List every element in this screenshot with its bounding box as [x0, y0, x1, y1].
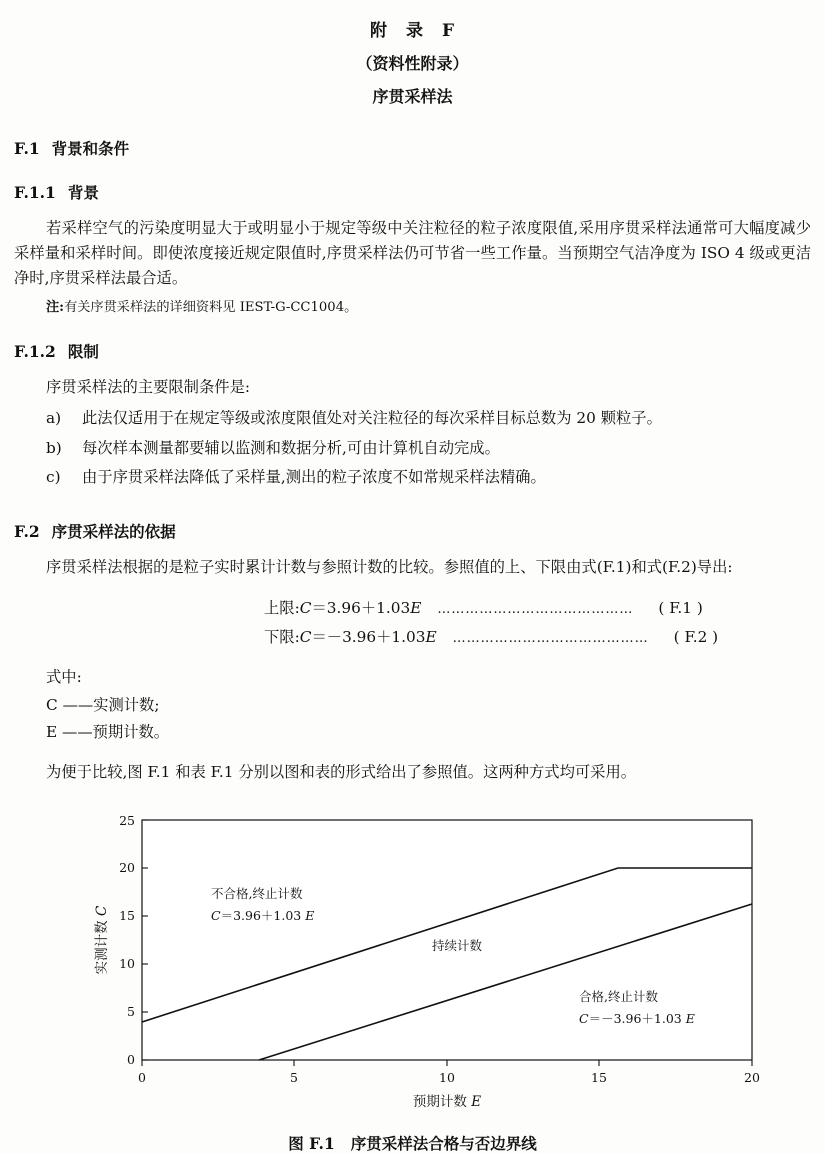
formula-number: ( F.2 ) [673, 627, 719, 646]
formula-leader-dots: …………………………………… [437, 601, 634, 617]
paragraph-f12-lead: 序贯采样法的主要限制条件是: [46, 378, 251, 397]
list-item [14, 406, 811, 431]
sequential-sampling-chart [14, 810, 811, 1110]
section-number: F.2 [14, 522, 40, 542]
svg-text:20: 20 [744, 1070, 760, 1086]
list-item-marker: b) [46, 438, 62, 457]
formula-f2 [14, 623, 811, 652]
where-def-c: C ——实测计数; [46, 695, 160, 714]
chart-x-axis-label: 预期计数 E [412, 1094, 482, 1111]
where-block [14, 664, 811, 747]
section-heading-f12 [14, 340, 811, 362]
page-content [14, 8, 811, 1154]
figure-caption [14, 1132, 811, 1154]
section-heading-f2 [14, 520, 811, 542]
chart-y-axis-label: 实测计数 C [94, 906, 110, 975]
svg-text:10: 10 [119, 956, 135, 972]
formula-text: 上限:C＝3.96＋1.03E [264, 598, 422, 617]
list-item [14, 436, 811, 461]
formula-text: 下限:C＝－3.96＋1.03E [264, 627, 437, 646]
svg-text:15: 15 [591, 1070, 607, 1086]
svg-text:0: 0 [138, 1070, 146, 1086]
svg-text:5: 5 [290, 1070, 298, 1086]
svg-text:5: 5 [127, 1004, 135, 1020]
list-item-marker: c) [46, 468, 61, 487]
note-f11 [46, 298, 811, 318]
section-number: F.1.2 [14, 342, 56, 362]
chart-y-tick-labels [119, 813, 135, 1067]
figure-f1 [14, 810, 811, 1110]
appendix-title: 序贯采样法 [372, 87, 453, 106]
chart-x-ticks [142, 1060, 752, 1066]
list-item-text: 每次样本测量都要辅以监测和数据分析,可由计算机自动完成。 [82, 438, 500, 457]
figure-caption-text: 序贯采样法合格与否边界线 [350, 1134, 537, 1154]
appendix-type: （资料性附录） [356, 54, 469, 73]
formula-block [14, 594, 811, 652]
where-def-e: E ——预期计数。 [46, 723, 170, 742]
svg-text:合格,终止计数: 合格,终止计数 [579, 989, 658, 1005]
note-text: 有关序贯采样法的详细资料见 IEST-G-CC1004。 [64, 300, 358, 316]
paragraph-f2: 序贯采样法根据的是粒子实时累计计数与参照计数的比较。参照值的上、下限由式(F.1)和式(F.2)导出: [46, 558, 733, 577]
section-number: F.1.1 [14, 183, 56, 202]
section-heading-f1 [14, 137, 811, 159]
svg-text:C＝－3.96＋1.03 E: C＝－3.96＋1.03 E [579, 1011, 695, 1027]
section-title: 限制 [67, 342, 99, 362]
svg-text:25: 25 [119, 813, 135, 829]
list-item-marker: a) [46, 408, 62, 427]
list-item [14, 465, 811, 490]
note-label: 注: [46, 300, 65, 316]
section-heading-f11 [14, 181, 811, 203]
chart-x-tick-labels [138, 1070, 760, 1085]
svg-text:C＝3.96＋1.03 E: C＝3.96＋1.03 E [211, 908, 315, 924]
section-title: 序贯采样法的依据 [51, 522, 176, 542]
svg-text:15: 15 [119, 908, 135, 924]
formula-number: ( F.1 ) [658, 598, 703, 617]
paragraph-closing: 为便于比较,图 F.1 和表 F.1 分别以图和表的形式给出了参照值。这两种方式均可采用。 [46, 762, 637, 781]
formula-f1 [14, 594, 811, 623]
chart-annotation-continue [432, 938, 483, 953]
svg-text:不合格,终止计数: 不合格,终止计数 [211, 886, 303, 902]
svg-text:10: 10 [439, 1070, 455, 1086]
svg-text:持续计数: 持续计数 [432, 938, 483, 954]
appendix-label: 附 录 F [369, 21, 456, 41]
svg-text:20: 20 [119, 860, 135, 876]
paragraph-f11: 若采样空气的污染度明显大于或明显小于规定等级中关注粒径的粒子浓度限值,采用序贯采样法通常可大幅度减少采样量和采样时间。即使浓度接近规定限值时,序贯采样法仍可节省一些工作量。当预期空气洁净度为 ISO 4 级或更洁净时,序贯采样法最合适。 [14, 219, 811, 287]
list-f12 [14, 406, 811, 490]
section-title: 背景和条件 [51, 139, 130, 158]
section-title: 背景 [67, 183, 99, 202]
where-lead: 式中: [46, 668, 82, 687]
formula-leader-dots: …………………………………… [452, 630, 649, 646]
list-item-text: 由于序贯采样法降低了采样量,测出的粒子浓度不如常规采样法精确。 [82, 468, 546, 487]
svg-text:0: 0 [127, 1052, 135, 1068]
list-item-text: 此法仅适用于在规定等级或浓度限值处对关注粒径的每次采样目标总数为 20 颗粒子。 [82, 408, 662, 427]
figure-caption-label: 图 F.1 [288, 1134, 335, 1154]
section-number: F.1 [14, 139, 40, 158]
